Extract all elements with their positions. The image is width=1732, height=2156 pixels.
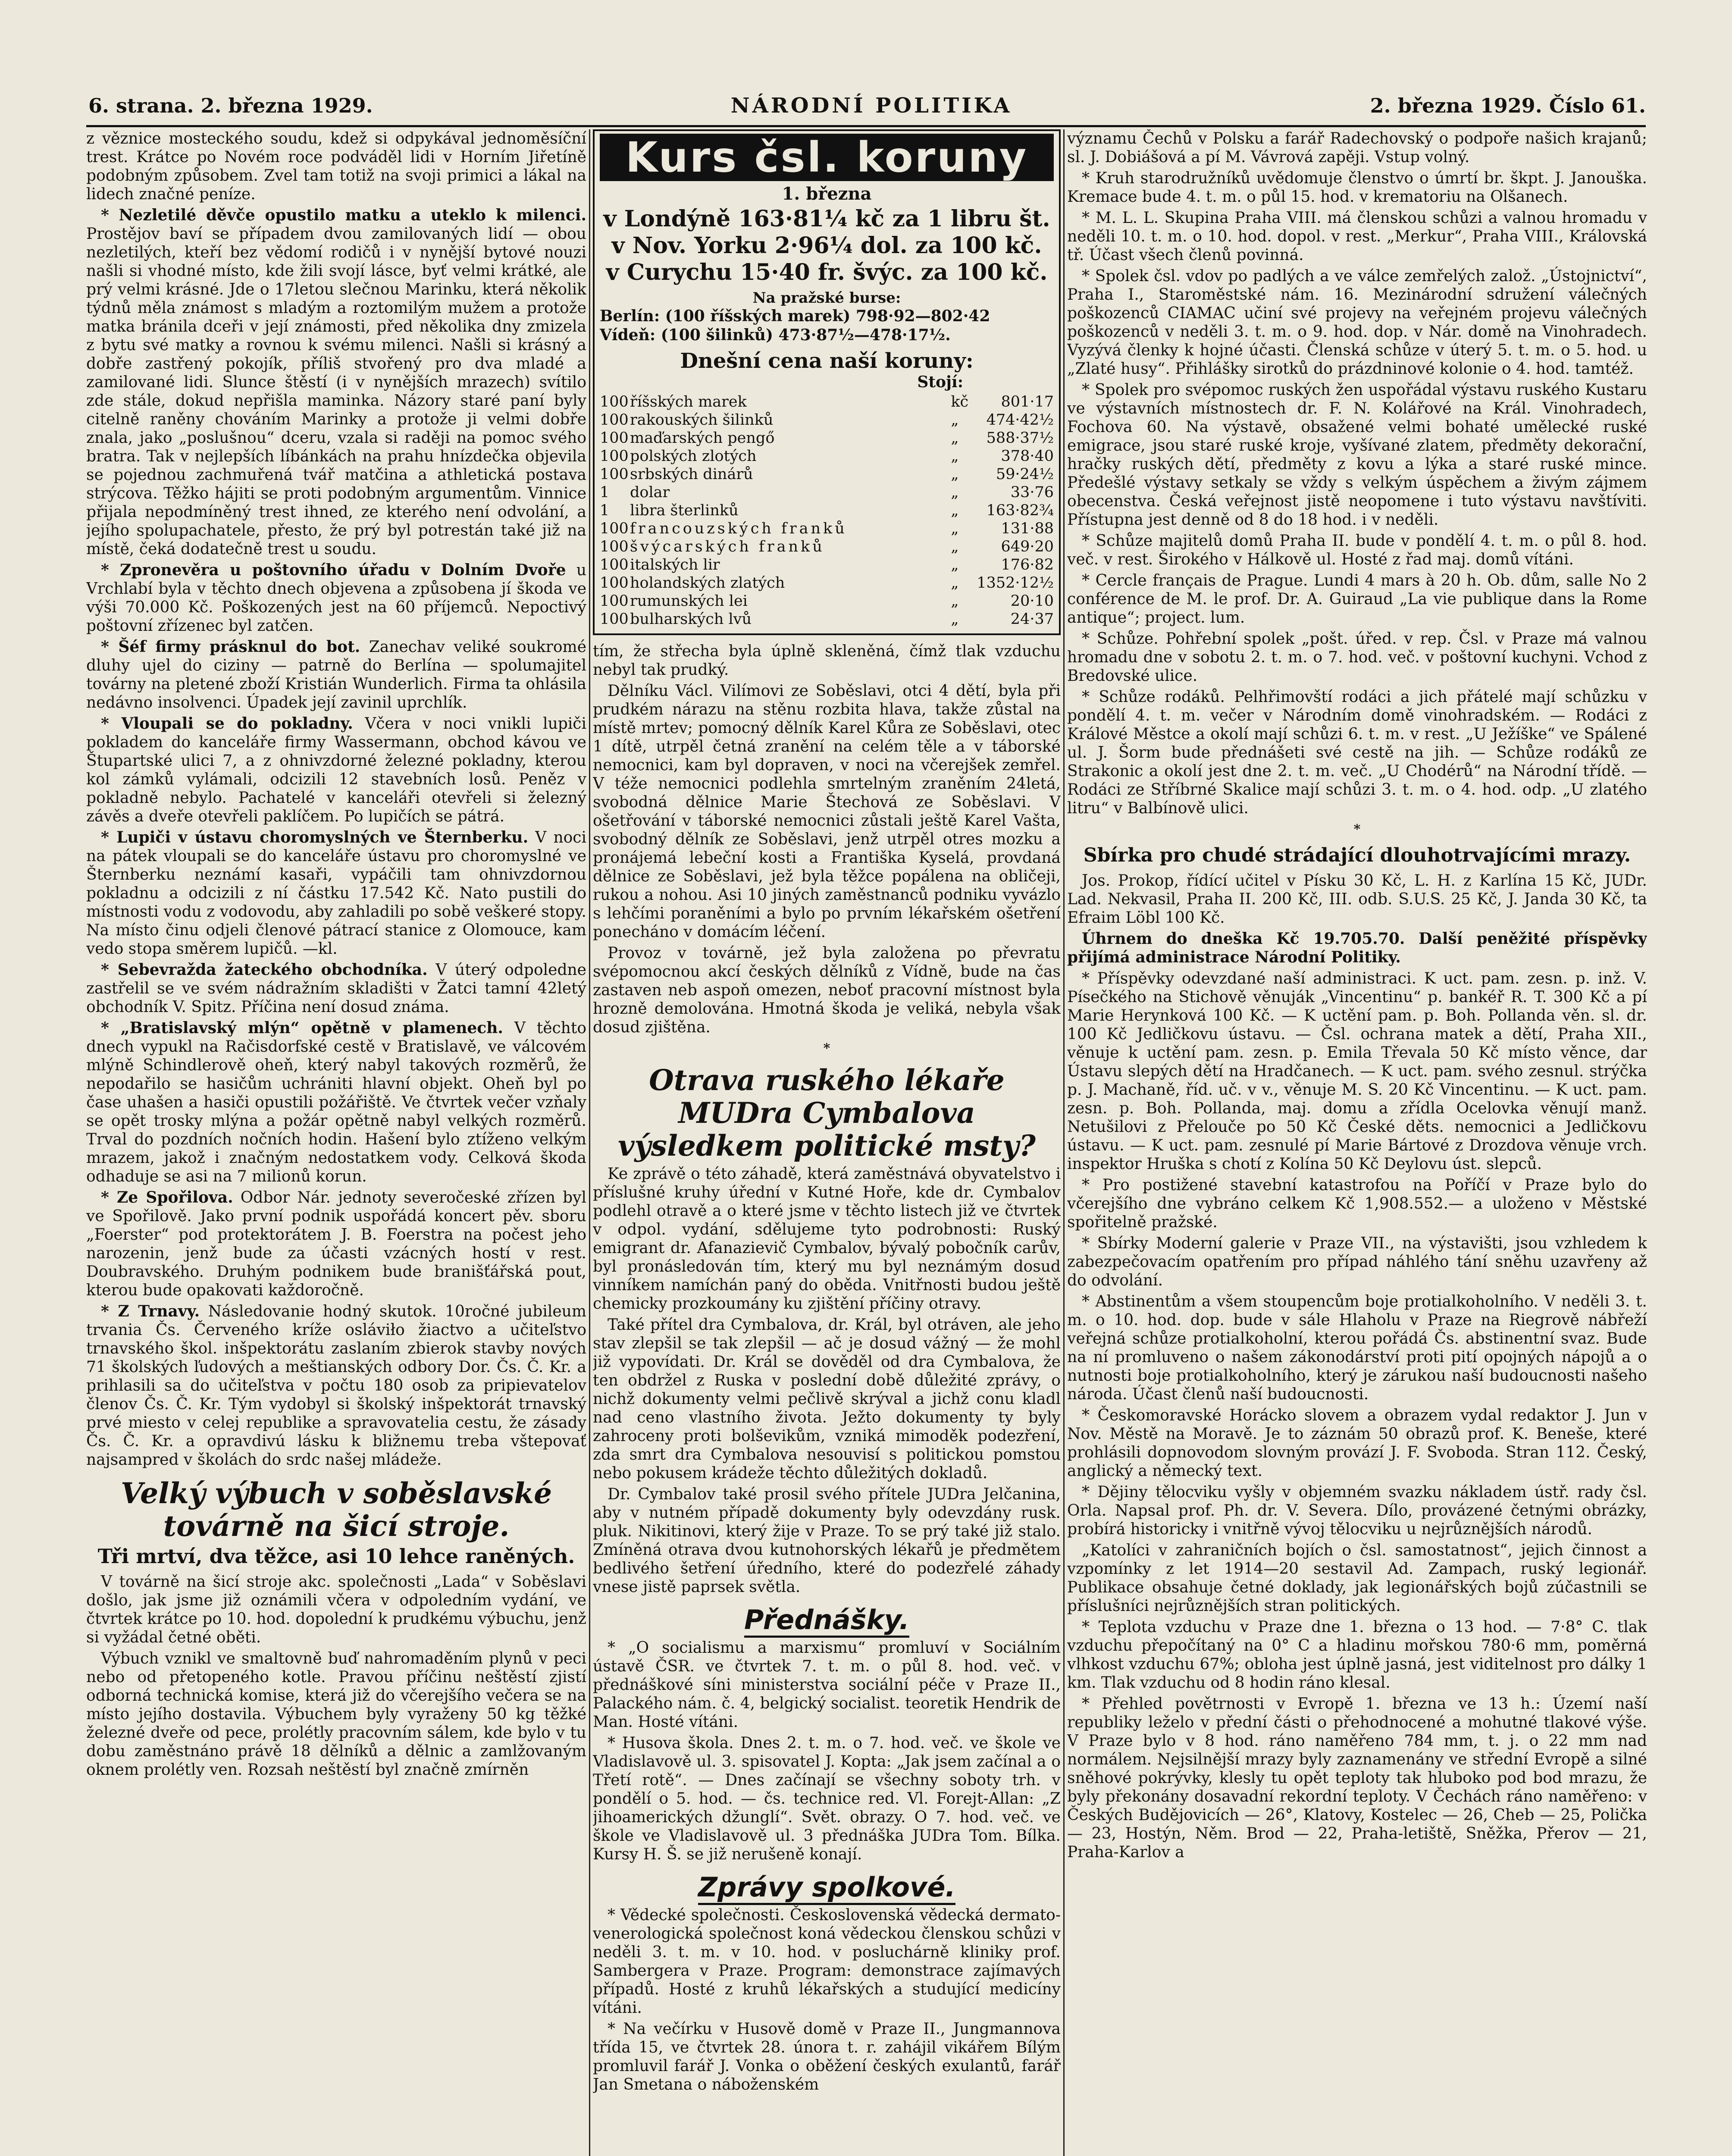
rate-zurich: v Curychu 15·40 fr. švýc. za 100 kč. [606, 259, 1048, 285]
column-middle [593, 129, 1061, 2156]
article-paragraph: * M. L. L. Skupina Praha VIII. má členskou schůzi a valnou hromadu v neděli 10. t. m. o 10. hod. dopol. v rest. „Merkur“, Praha VIII., Královská tř. Účast všech členů povinná. [1067, 209, 1647, 264]
page-header [88, 93, 1646, 119]
article-paragraph: * Abstinentům a všem stoupencům boje protialkoholního. V neděli 3. t. m. o 10. hod. dop. bude v sále Hlaholu v Praze na Riegrově nábřeží veřejná schůze protialkoholní, kterou pořádá Čs. abstinentní svaz. Bude na ní promluveno o našem zákonodárství proti pití opojných nápojů a o nutnosti boje protialkoholního, který je zárukou naší budoucnosti našeho národa. Účast členů naší budoucnosti. [1067, 1293, 1647, 1403]
article-paragraph: „Katolíci v zahraničních bojích o čsl. samostatnost“, jejich činnost a vzpomínky z let 1914—20 sestavil Ad. Zampach, ruský legionář. Publikace obsahuje četné doklady, jak legionářských bojů zúčastnili se příslušníci nejrůznějších stran politických. [1067, 1542, 1647, 1615]
table-row: 100 srbských dinárů „ 59·24½ [600, 466, 1054, 483]
rate-london: v Londýně 163·81¼ kč za 1 libru št. [603, 206, 1050, 232]
article-body: Následovanie hodný skutok. 10ročné jubileum trvania Čs. Červeného kríže osláviło žiactvo a učiteľstvo trnavského škol. inšpektorátu zaslaním zbierok stavby nových 71 školských ľudových a meštianských odbory Dor. Čs. Č. Kr. a prihlasili sa do učiteľstva v počtu 180 osob za pripievatelov členov Čs. Č. Kr. Tým vydobyl si školský inšpektorát trnavský prvé miesto v celej republike a spravovatelia cestu, že zásady Čs. Č. Kr. a opravdivú lásku k bližnemu treba vštepovať najsampred v školách do srdc našej mládeže. [86, 1303, 586, 1469]
article-body: Prostějov baví se případem dvou zamilovaných lidí — obou nezletilých, kteří bez vědomí rodičů i v nynější bytové nouzi našli si vhodné místo, kde žili svojí lásce, byť velmi krátké, ale prý velmi krásné. Jde o 17letou slečnou Marinku, která několik týdnů měla známost s mladým a roztomilým mužem a protože matka bránila dceři v její známosti, před několika dny zmizela z bytu své matky a rovnou k svému milenci. Našli si krásný a dobře zastřený pokojík, příliš stvořený pro dva mladé a zamilované lidi. Slunce štěstí (i v nynějších mrazech) svítilo zde stále, dokud nepřišla maminka. Názory staré paní byly citelně raněny chováním Marinky a protože ji velmi dobře znala, jako „poslušnou“ dceru, vzala si raději na pomoc svého bratra. Tak v nejlepších líbánkách na prahu hnízdečka objevila se pojednou zachmuřená tvář matčina a athletická postava strýcova. Těžko hájiti se proti podobným argumentům. Vinnice přijala nepodmíněný trest ihned, ze kterého není odvolání, a jejího spolupachatele, přesto, že prý byl potrestán také již na místě, čeká dodatečně trest u soudu. [86, 225, 586, 558]
article-body: V úterý odpoledne zastřelil se ve svém nádražním skladišti v Žatci tamní 42letý obchodník V. Spitz. Příčina není dosud známa. [86, 961, 586, 1016]
article-paragraph: * Na večírku v Husově domě v Praze II., Jungmannova třída 15, ve čtvrtek 28. února t. r. zahájil vikářem Bílým promluvil farář J. Vonka o oběžení českých exulantů, farář Jan Smetana o náboženském [593, 2020, 1061, 2093]
article-paragraph [86, 638, 586, 712]
article-paragraph [86, 206, 586, 558]
article-paragraph: Výbuch vznikl ve smaltovně buď nahromaděním plynů v peci nebo od přetopeného kotle. Pravou příčinu neštěstí zjistí odborná technická komise, která již do včerejšího večera se na místo jejího dostavila. Výbuchem byly vyraženy 50 kg těžké železné dveře od pece, prolétly pracovním sálem, kde bylo v tu dobu zaměstnáno právě 18 dělníků a dělnic a zamlžovaným oknem prolétly ven. Rozsah neštěstí byl značně zmírněn [86, 1650, 586, 1779]
article-headline: * Vloupali se do pokladny. [101, 714, 353, 733]
rate-new-york: v Nov. Yorku 2·96¼ dol. za 100 kč. [611, 232, 1042, 259]
article-paragraph [86, 961, 586, 1016]
article-paragraph: * Dějiny tělocviku vyšly v objemném svazku nákladem ústř. rady čsl. Orla. Napsal prof. Ph. dr. V. Severa. Dílo, provázené četnými obrázky, probírá historicky i vnitřně vývoj tělocviku u nejrůznějších národů. [1067, 1483, 1647, 1538]
table-row: 100 holandských zlatých „ 1352·12½ [600, 574, 1054, 592]
article-paragraph: Jos. Prokop, řídící učitel v Písku 30 Kč, L. H. z Karlína 15 Kč, JUDr. Lad. Nekvasil, Praha II. 200 Kč, III. odb. S.U.S. 25 Kč, J. Janda 30 Kč, ta Efraim Löbl 100 Kč. [1067, 872, 1647, 927]
article-paragraph: * Schůze. Pohřební spolek „pošt. úřed. v rep. Čsl. v Praze má valnou hromadu dne v sobotu 2. t. m. o 7. hod. več. v poštovní kuchyni. Vchod z Bredovské ulice. [1067, 630, 1647, 685]
article-paragraph: * Sbírky Moderní galerie v Praze VII., na výstavišti, jsou vzhledem k zabezpečovacím opatřením pro případ náhlého tání sněhu uzavřeny až do odvolání. [1067, 1235, 1647, 1289]
header-page-date: 6. strana. 2. března 1929. [88, 94, 373, 117]
article-paragraph: * Teplota vzduchu v Praze dne 1. března o 13 hod. — 7·8° C. tlak vzduchu přepočítaný na 0° C a hladinu mořskou 780·6 mm, poměrná vlhkost vzduchu 67%; obloha jest úplně jasná, jest viditelnost pro dálky 1 km. Tlak vzduchu od 8 hodin ráno klesal. [1067, 1618, 1647, 1692]
article-paragraph [86, 1302, 586, 1469]
article-paragraph [86, 561, 586, 635]
explosion-article-title: Velký výbuch v soběslavské továrně na šicí stroje. [120, 1476, 552, 1543]
article-paragraph: * Spolek čsl. vdov po padlých a ve válce zemřelých založ. „Ústojnictví“, Praha I., Staroměstské nám. 16. Mezinárodní sdružení válečných poškozenců CIAMAC učiní své projevy na veřejném projevu válečných poškozenců v neděli 3. t. m. o 9. hod. dop. v Nár. domě na Vinohradech. Vyzývá členky k hojné účasti. Členská schůze v úterý 5. t. m. o 5. hod. u „Zlaté husy“. Přihlášky sirotků do prázdninové kolonie o 4. hod. tamtéž. [1067, 267, 1647, 378]
article-paragraph: * Přehled povětrnosti v Evropě 1. března ve 13 h.: Území naší republiky leželo v přední části o přehodnocené a mohutné tlakové výše. V Praze bylo v 8 hod. ráno naměřeno 784 mm, t. j. o 22 mm nad normálem. Nejsilnější mrazy byly zaznamenány ve střední Evropě a silné sněhové pokrývky, klesly tu opět teploty tak hluboko pod bod mrazu, že byly překonány dosavadní rekordní teploty. V Čechách ráno naměřeno: v Českých Budějovicích — 26°, Klatovy, Kostelec — 26, Cheb — 25, Polička — 23, Hostýn, Něm. Brod — 22, Praha-letiště, Sněžka, Přerov — 21, Praha-Karlov a [1067, 1695, 1647, 1861]
article-body: Zanechav veliké soukromé dluhy ujel do ciziny — patrně do Berlína — spolumajitel továrny na pletené zboží Kristián Wunderlich. Firma ta ohlásila nedávno insolvenci. Úpadek její zavinil uprchlík. [86, 638, 586, 711]
article-paragraph: * Schůze majitelů domů Praha II. bude v pondělí 4. t. m. o půl 8. hod. več. v rest. Širokého v Hálkově ul. Hosté z řad maj. domů vítáni. [1067, 532, 1647, 568]
rate-column-label: Stojí: [917, 373, 963, 391]
article-paragraph [86, 828, 586, 958]
article-paragraph: * Pro postižené stavební katastrofou na Poříčí v Praze bylo do včerejšího dne vybráno celkem Kč 1,908.552.— a uloženo v Městské spořitelně pražské. [1067, 1176, 1647, 1231]
table-row: 100 maďarských pengő „ 588·37½ [600, 429, 1054, 447]
column-left [86, 129, 586, 2156]
article-paragraph: Provoz v továrně, jež byla založena po převratu svépomocnou akcí českých dělníků z Vídně, bude na čas zastaven neb aspoň omezen, neboť pracovní místnost byla hrozně demolována. Hmotná škoda je veliká, nebyla však dosud zjištěna. [593, 944, 1061, 1036]
article-headline: * Sebevražda žateckého obchodníka. [101, 961, 428, 979]
exchange-rate-date: 1. března [782, 184, 872, 204]
article-paragraph: * Příspěvky odevzdané naší administraci. K uct. pam. zesn. p. inž. V. Písečkého na Stichově věnuják „Vincentinu“ p. bankéř R. T. 300 Kč a pí Marie Herynková 100 Kč. — K uctění pam. p. Boh. Pollanda věn. sl. dr. 100 Kč Jedličkovu ústavu. — Čsl. ochrana matek a dětí, Praha XII., věnuje k uctění pam. zesn. p. Emila Třevala 50 Kč místo věnce, dar Ústavu slepých dětí na Hradčanech. — K uct. pam. svého zesnul. strýčka p. J. Machaně, říd. uč. v v., věnuje M. S. 20 Kč Vincentinu. — K uct. pam. zesn. p. Boh. Pollanda, maj. domu a zřídla Ocelovka věnují manž. Netušilovi z Přelouče po 50 Kč České děts. nemocnici a Jedličkovu ústavu. — K uct. pam. zesnulé pí Marie Bártové z Drozdova věnuje vrch. inspektor Hruška s chotí z Kolína 50 Kč Deylovu úst. slepců. [1067, 970, 1647, 1173]
article-headline: * Nezletilé děvče opustilo matku a uteklo k milenci. [101, 206, 586, 224]
article-headline: * Ze Spořilova. [101, 1188, 233, 1206]
article-signature: —kl. [302, 940, 338, 958]
article-continuation: významu Čechů v Polsku a farář Radechovský o podpoře našich krajanů; sl. J. Dobiášová a pí M. Vávrová zapěji. Vstup volný. [1067, 130, 1647, 166]
column-right [1067, 129, 1647, 2156]
masthead-title: NÁRODNÍ POLITIKA [730, 94, 1012, 118]
currency-table [600, 393, 1054, 628]
table-row: 1 dolar „ 33·76 [600, 484, 1054, 501]
article-paragraph: * Husova škola. Dnes 2. t. m. o 7. hod. več. ve škole ve Vladislavově ul. 3. spisovatel J. Kopta: „Jak jsem začínal a o Třetí rotě“. — Dnes začínají se všechny soboty trh. v pondělí o 5. hod. — čs. technice red. Vl. Forejt-Allan: „Z jihoamerických džunglí“. Svět. obrazy. O 7. hod. več. ve škole ve Vladislavově ul. 3 přednáška JUDra Tom. Bílka. Kursy H. Š. se již nerušeně konají. [593, 1734, 1061, 1863]
explosion-article-subtitle: Tři mrtví, dva těžce, asi 10 lehce raněných. [97, 1545, 575, 1568]
table-row: 100 francouzských franků „ 131·88 [600, 520, 1054, 537]
article-paragraph [86, 714, 586, 826]
article-paragraph: Dělníku Václ. Vilímovi ze Soběslavi, otci 4 dětí, byla při prudkém nárazu na stěnu rozbita hlava, takže zůstal na místě mrtev; pomocný dělník Karel Kůra ze Soběslavi, otec 1 dítě, utrpěl četná zranění na celém těle a v táborské nemocnici, kam byl dopraven, v noci na včerejšek zemřel. V téže nemocnici podlehla smrtelným zraněním 24letá, svobodná dělnice Marie Štechová ze Soběslavi. V ošetřování v táborské nemocnici zůstali ještě Karel Vašta, svobodný dělník ze Soběslavi, jenž utrpěl otres mozku a pronájemá lebeční kosti a Františka Kyselá, provdaná dělnice ze Soběslavi, jež byla těžce popálena na obličeji, rukou a nohou. Asi 10 jiných zaměstnanců podniku vyvázlo s lehčími poraněními a bylo po prvním lékařském ošetření ponecháno v domácím léčení. [593, 682, 1061, 941]
article-paragraph: * Kruh starodružníků uvědomuje členstvo o úmrtí br. škpt. J. Janouška. Kremace bude 4. t. m. o půl 15. hod. v krematoriu na Olšanech. [1067, 169, 1647, 206]
separator-star: * [823, 1041, 830, 1056]
article-paragraph: Dr. Cymbalov také prosil svého přítele JUDra Jelčanina, aby v nutném případě dokumenty byly odevzdány rusk. pluk. Nikitinovi, který žije v Praze. To se prý také již stalo. Zmíněná otrava dvou kutnohorských lékařů je předmětem bedlivého šetření úředního, které do podezřelé záhady vnese jistě paprsek světla. [593, 1485, 1061, 1596]
bourse-heading: Na pražské burse: [752, 289, 901, 307]
table-row: 100 švýcarských franků „ 649·20 [600, 538, 1054, 555]
charity-collection-title: Sbírka pro chudé strádající dlouhotrvajícími mrazy. [1083, 844, 1631, 866]
collection-total: Úhrnem do dneška Kč 19.705.70. Další peněžité příspěvky přijímá administrace Národní Politiky. [1067, 930, 1647, 966]
header-issue-number: 2. března 1929. Číslo 61. [1370, 94, 1646, 117]
article-body: Odbor Nár. jednoty severočeské zřízen byl ve Spořilově. Jako první podnik uspořádá koncert pěv. sboru „Foerster“ pod protektorátem J. B. Foerstra na počest jeho narozenin, jenž bude za účasti vzácných hostí v rest. Doubravského. Druhým podnikem bude branišťářská pout, kterou bude opakovati každoročně. [86, 1189, 586, 1299]
article-continuation: z věznice mosteckého soudu, kdež si odpykával jednoměsíční trest. Krátce po Novém roce podváděl lidi v Horním Jiřetíně podobným způsobem. Zvel tam totiž na svoji primici a lákal na lidech značné peníze. [86, 130, 586, 203]
table-row: 100 říšských marek kč 801·17 [600, 393, 1054, 411]
table-row: 1 libra šterlinků „ 163·82¾ [600, 502, 1054, 519]
article-headline: * Z Trnavy. [101, 1302, 200, 1320]
article-body: V těchto dnech vypukl na Račisdorfské cestě v Bratislavě, ve válcovém mlýně Schindlerově oheň, který nabyl takových rozměrů, že nepodařilo se hasičům uchrániti hlavní objekt. Oheň byl po čase uhašen a hasiči opustili požářiště. Ve čtvrtek večer vzňaly se opět trosky mlýna a požár opětně nabyl velkých rozměrů. Trval do pozdních nočních hodin. Hašení bylo ztíženo velkým mrazem, jakož i značným nedostatkem vody. Celková škoda odhaduje se asi na 7 milionů korun. [86, 1019, 586, 1185]
rate-vienna: Vídeň: (100 šilinků) 473·87½—478·17½. [600, 326, 951, 344]
table-row: 100 bulharských lvů „ 24·37 [600, 611, 1054, 628]
article-paragraph: tím, že střecha byla úplně skleněná, čímž tlak vzduchu nebyl tak prudký. [593, 642, 1061, 679]
table-row: 100 polských zlotých „ 378·40 [600, 448, 1054, 465]
article-paragraph: * Vědecké společnosti. Československá vědecká dermato-venerologická společnost koná vědeckou členskou schůzi v neděli 3. t. m. v 10. hod. v posluchárně kliniky prof. Sambergera v Praze. Program: demonstrace zajímavých případů. Hosté z kruhů lékařských a studující medicíny vítáni. [593, 1906, 1061, 2017]
header-rule [86, 125, 1646, 127]
article-body: u Vrchlabí byla v těchto dnech objevena a způsobena jí škoda ve výši 70.000 Kč. Poškozených jest na 60 příjemců. Nepoctivý poštovní zřízenec byl zatčen. [86, 561, 586, 635]
article-paragraph: * Spolek pro svépomoc ruských žen uspořádal výstavu ruského Kustaru ve výstavních místnostech dr. F. N. Kolářové na Král. Vinohradech, Fochova 60. Na výstavě, obsažené velmi bohaté umělecké ruské emigrace, jsou staré ruské kroje, vyšívané zlatem, předměty dekorační, hračky ruských dětí, předměty z kovu a lýka a staré ruské mince. Předešlé výstavy setkaly se vždy s velkým úspěchem a živým zájmem obecenstva. Česká veřejnost jistě neopomene i tuto výstavu navštíviti. Přístupna jest denně od 8 do 18 hod. i v neděli. [1067, 381, 1647, 529]
article-headline: * Zpronevěra u poštovního úřadu v Dolním Dvoře [101, 561, 566, 579]
article-paragraph: * Cercle français de Prague. Lundi 4 mars à 20 h. Ob. dům, salle No 2 conférence de M. le prof. Dr. A. Guiraud „La vie publique dans la Rome antique“; project. lum. [1067, 572, 1647, 627]
rate-berlin: Berlín: (100 říšských marek) 798·92—802·42 [600, 307, 990, 325]
lectures-section-title: Přednášky. [593, 1605, 1061, 1635]
separator-star: * [1353, 822, 1361, 837]
poisoning-article-title: Otrava ruského lékaře MUDra Cymbalova výsledkem politické msty? [618, 1063, 1036, 1163]
article-paragraph: * „O socialismu a marxismu“ promluví v Sociálním ústavě ČSR. ve čtvrtek 7. t. m. o půl 8. hod. več. v přednáškové síni ministerstva sociální péče v Praze II., Palackého nám. č. 4, belgický socialist. teoretik Hendrik de Man. Hosté vítáni. [593, 1639, 1061, 1731]
column-divider [1063, 129, 1065, 2156]
exchange-rate-box [593, 129, 1061, 635]
article-body: V noci na pátek vloupali se do kanceláře ústavu pro choromyslné ve Šternberku neznámí kasaři, vypáčili tam ohnivzdornou pokladnu a odcizili z ní částku 17.542 Kč. Nato pustili do místnosti vodu z vodovodu, aby zahladili po sobě veškeré stopy. Na místo činu odjeli členové pátrací stanice z Olomouce, kam vedo stopa směrem lupičů. [86, 829, 586, 958]
table-row: 100 italských lir „ 176·82 [600, 556, 1054, 573]
article-paragraph: * Českomoravské Horácko slovem a obrazem vydal redaktor J. Jun v Nov. Městě na Moravě. Je to záznám 50 obrazů prof. K. Beneše, které prohlásili dopnovodom slovným provází J. F. Svoboda. Stran 112. Český, anglický a německý text. [1067, 1407, 1647, 1480]
table-row: 100 rumunských lei „ 20·10 [600, 592, 1054, 610]
article-paragraph: * Schůze rodáků. Pelhřimovští rodáci a jich přátelé mají schůzku v pondělí 4. t. m. večer v Národním domě vinohradském. — Rodáci z Králové Městce a okolí mají schůzi 6. t. m. v rest. „U Ježíške“ ve Spálené ul. J. Šorm bude přednášeti své cestě na jih. — Schůze rodáků ze Strakonic a okolí jest dne 2. t. m. več. „U Chodérů“ na Národní třídě. — Rodáci ze Stříbrné Skalice mají schůzi 3. t. m. o 4. hod. odp. „U zlatého litru“ v Balbínově ulici. [1067, 688, 1647, 817]
article-paragraph [86, 1019, 586, 1186]
article-headline: * Lupiči v ústavu choromyslných ve Šternberku. [101, 828, 529, 846]
article-paragraph: Také přítel dra Cymbalova, dr. Král, byl otráven, ale jeho stav zlepšil se tak zlepšil — ač je dosud vážný — že mohl již vypovídati. Dr. Král se dověděl od dra Cymbalova, že ten obdržel z Ruska v poslední době důležité zprávy, o nichž dokumenty velmi pečlivě skrýval a jichž conu kladl nad ceno vlastního života. Ježto dokumenty ty byly zahroceny proti bolševikům, vzniká mimoděk podezření, zda smrt dra Cymbalova nesouvisí s politickou pomstou nebo pokusem krádeže těchto důležitých dokladů. [593, 1316, 1061, 1482]
article-headline: * Šéf firmy prásknul do bot. [101, 638, 360, 656]
article-paragraph: V továrně na šicí stroje akc. společnosti „Lada“ v Soběslavi došlo, jak jsme již oznámili včera v odpoledním vydání, ve čtvrtek krátce po 10. hod. dopolední k prudkému výbuchu, jenž si vyžádal četné oběti. [86, 1573, 586, 1646]
exchange-rate-title: Kurs čsl. koruny [600, 134, 1054, 181]
article-headline: * „Bratislavský mlýn“ opětně v plamenech. [101, 1019, 503, 1037]
article-paragraph [86, 1188, 586, 1300]
today-rate-heading: Dnešní cena naší koruny: [680, 349, 974, 373]
article-paragraph: Ke zprávě o této záhadě, která zaměstnává obyvatelstvo i příslušné kruhy úřední v Kutné Hoře, kde dr. Cymbalov podlehl otravě a o které jsme v těchto listech již ve čtvrtek v odpol. vydání, sdělujeme tyto podrobnosti: Ruský emigrant dr. Afanazievič Cymbalov, bývalý pobočník carův, byl pronásledován tím, který mu byl neznámým dosud vinníkem namíchán paný do oběda. Vnitřnosti budou ještě chemicky prozkoumány ku zjištění příčiny otravy. [593, 1165, 1061, 1313]
column-divider [589, 129, 590, 2156]
club-news-section-title: Zprávy spolkové. [593, 1872, 1061, 1902]
article-body: Včera v noci vnikli lupiči pokladem do kanceláře firmy Wassermann, obchod kávou ve Štupartské ulici 7, a z ohnivzdorné železné pokladny, kterou kol zámků vylámali, odcizili 12 stavebních losů. Peněz v pokladně nebylo. Pachatelé v kanceláři otevřeli si železný závěs a dveře otevřeli paklíčem. Po lupičích se pátrá. [86, 715, 586, 825]
table-row: 100 rakouských šilinků „ 474·42½ [600, 411, 1054, 429]
